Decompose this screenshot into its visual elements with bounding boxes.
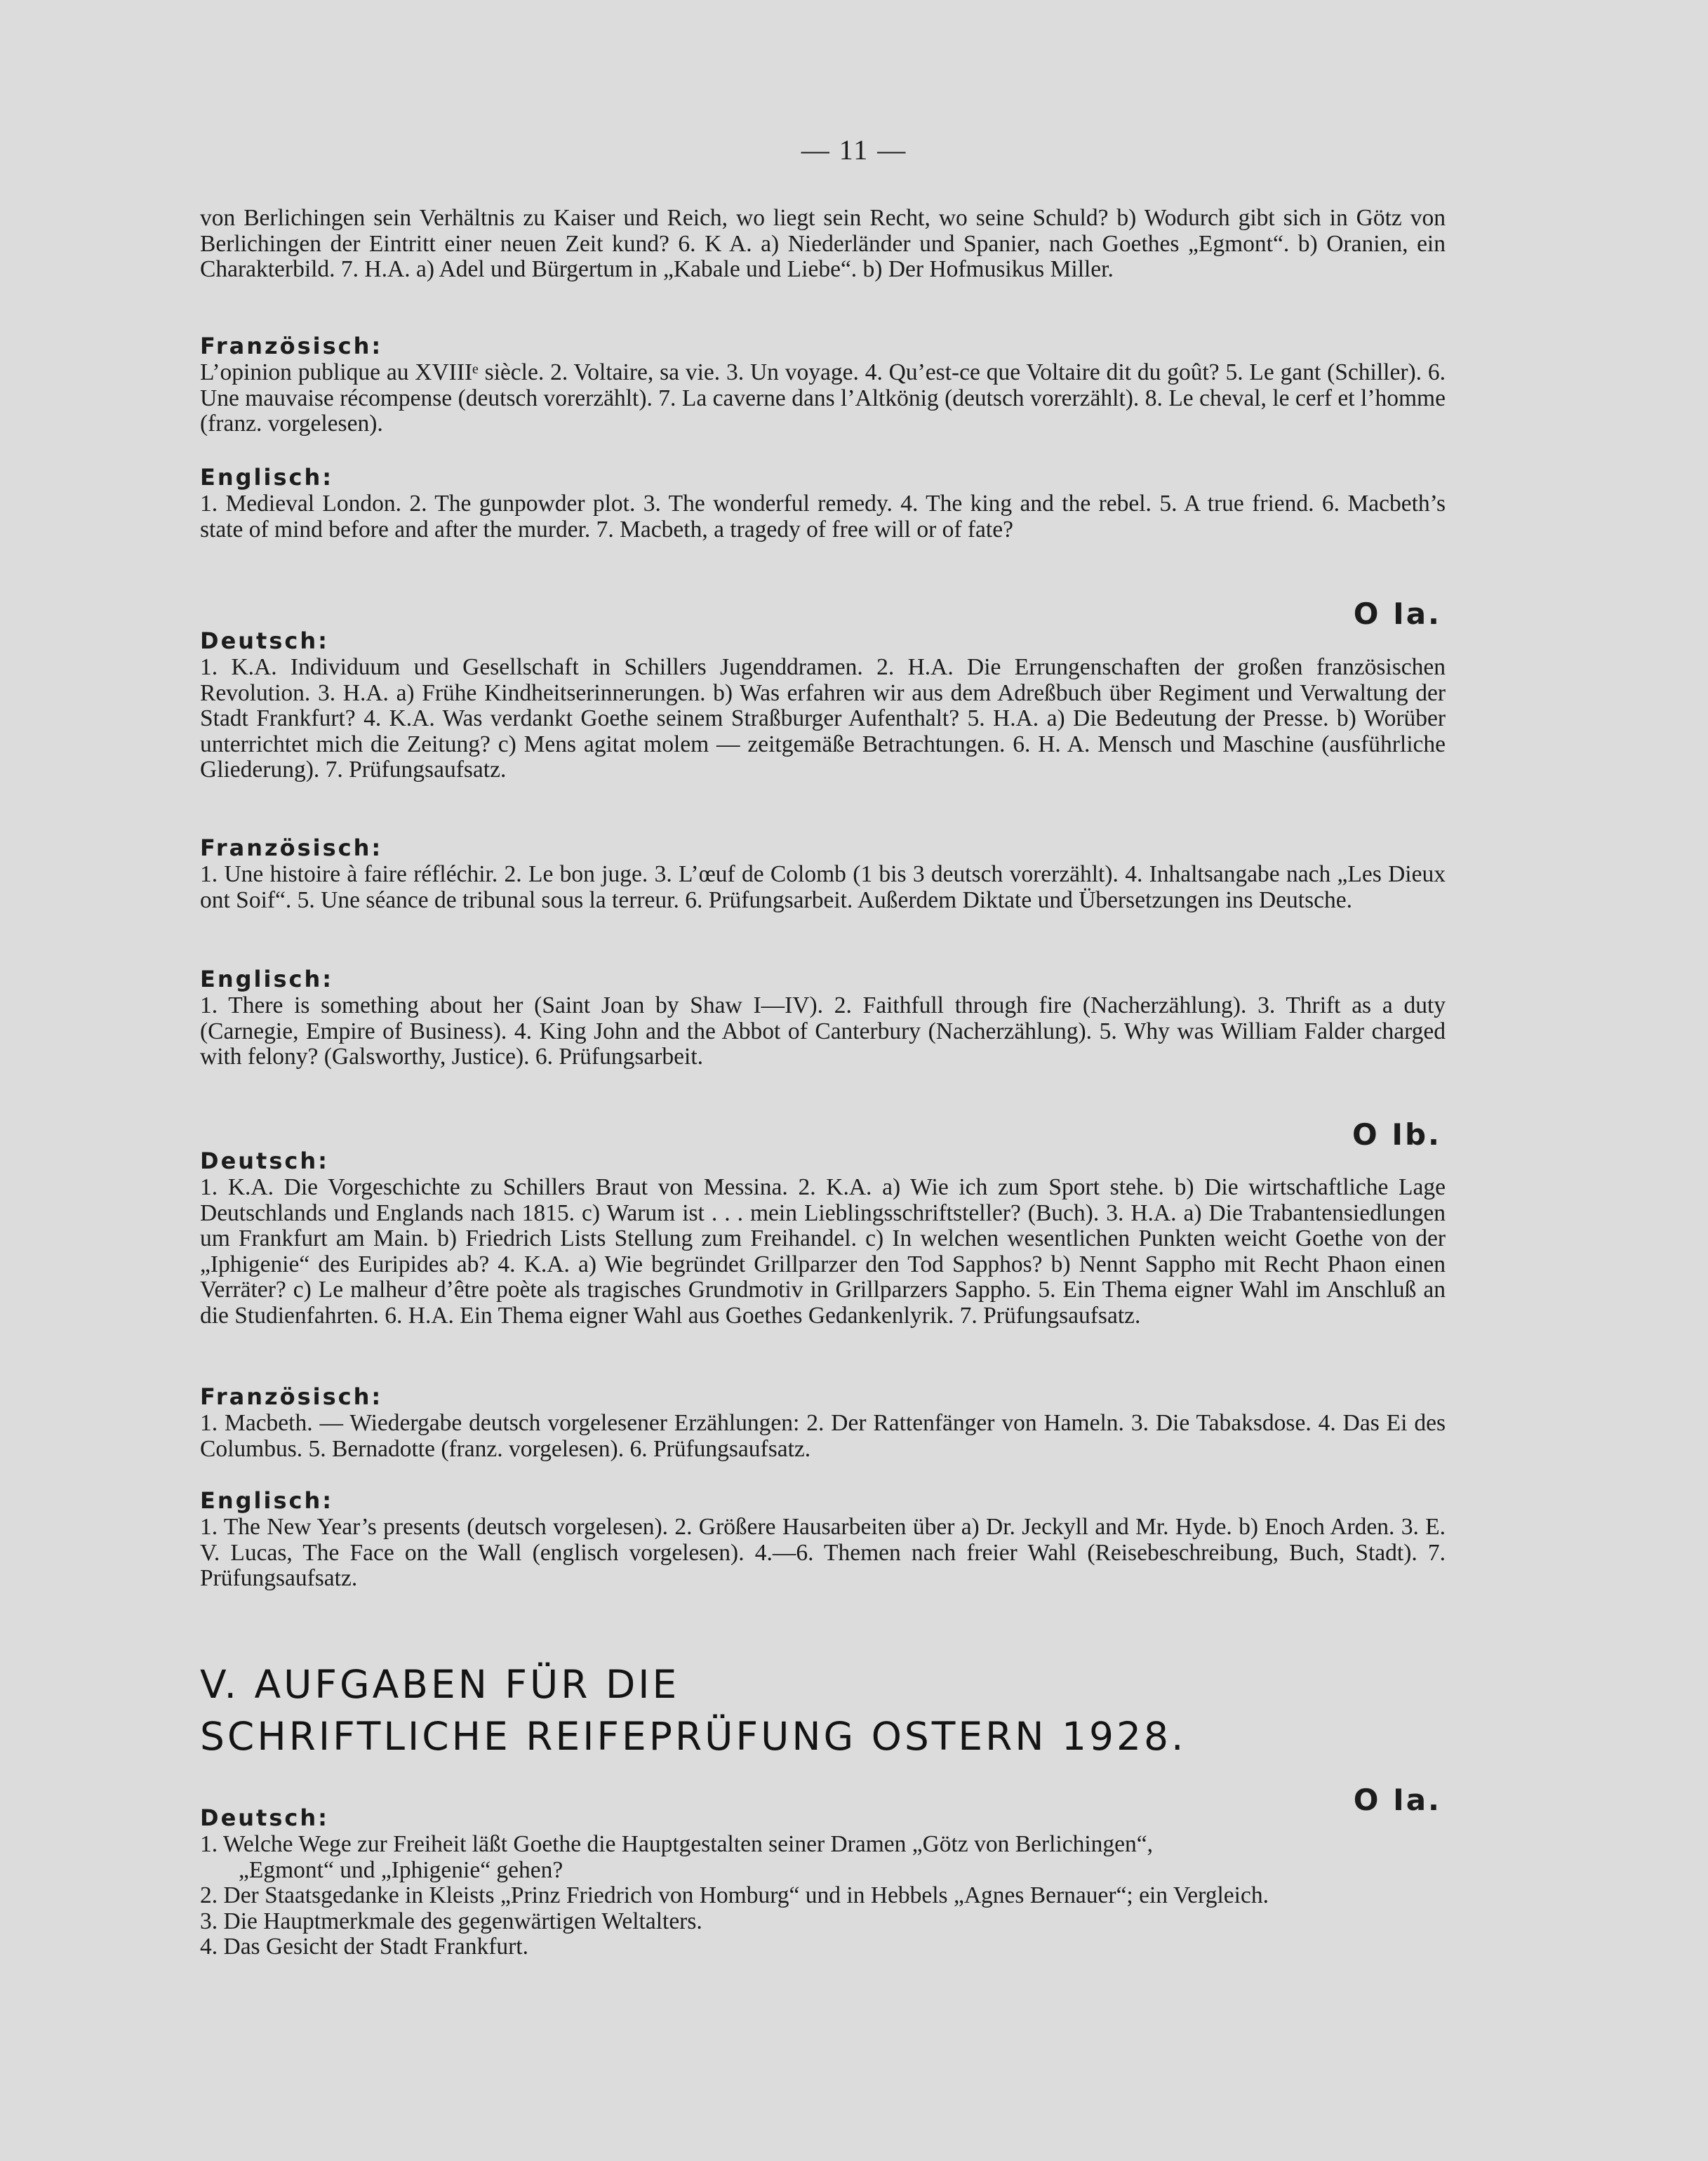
s3-deutsch-heading: Deutsch: [200,1148,329,1174]
s2-engl-text: 1. There is something about her (Saint Joan by Shaw I—IV). 2. Faithfull through fire (Nacherzählung). 3. Thrift as a duty (Carnegie, Empire of Business). 4. King John and the Abbot of Canterbury (Nacherzählung). 5. Why was William Falder charged with felony? (Galsworthy, Justice). 6. Prüfungsarbeit. [200,992,1446,1070]
s1-engl-block [200,463,1446,543]
intro-paragraph: von Berlichingen sein Verhältnis zu Kaiser und Reich, wo liegt sein Recht, wo seine Schuld? b) Wodurch gibt sich in Götz von Berlichingen der Eintritt einer neuen Zeit kund? 6. K A. a) Niederländer und Spanier, nach Goethes „Egmont“. b) Oranien, ein Charakterbild. 7. H.A. a) Adel und Bürgertum in „Kabale und Liebe“. b) Der Hofmusikus Miller. [200,205,1446,282]
section5-deutsch-block [200,1804,1446,1960]
section5-title [200,1658,1533,1762]
s2-deutsch-block [200,627,1446,783]
intro-block [200,206,1446,283]
s3-engl-heading: Englisch: [200,1487,334,1514]
s3-franz-heading: Französisch: [200,1383,383,1410]
section5-item: 1. Welche Wege zur Freiheit läßt Goethe die Hauptgestalten seiner Dramen „Götz von Berlichingen“, [200,1831,1154,1857]
s1-franz-heading: Französisch: [200,333,383,359]
s1-franz-block [200,332,1446,437]
s3-franz-text: 1. Macbeth. — Wiedergabe deutsch vorgelesener Erzählungen: 2. Der Rattenfänger von Hameln. 3. Die Tabaksdose. 4. Das Ei des Columbus. 5. Bernadotte (franz. vorgelesen). 6. Prüfungsaufsatz. [200,1410,1446,1462]
section5-list [200,1832,1446,1960]
class-label-o1a: O Ia. [1353,597,1441,631]
s3-engl-block [200,1487,1446,1592]
s2-franz-block [200,834,1446,913]
section5-deutsch-heading: Deutsch: [200,1804,329,1831]
class-label-o1b: O Ib. [1352,1117,1441,1152]
s2-franz-heading: Französisch: [200,835,383,861]
s3-franz-block [200,1383,1446,1462]
section5-item: 4. Das Gesicht der Stadt Frankfurt. [200,1934,528,1960]
s1-engl-heading: Englisch: [200,464,334,491]
s1-engl-text: 1. Medieval London. 2. The gunpowder plot. 3. The wonderful remedy. 4. The king and the rebel. 5. A true friend. 6. Macbeth’s state of mind before and after the murder. 7. Macbeth, a tragedy of free will or of fate? [200,491,1446,543]
section5-title-line1: V. AUFGABEN FÜR DIE [200,1662,680,1707]
s2-deutsch-heading: Deutsch: [200,627,329,654]
page-number: — 11 — [801,134,907,166]
s2-franz-text: 1. Une histoire à faire réfléchir. 2. Le bon juge. 3. L’œuf de Colomb (1 bis 3 deutsch vorerzählt). 4. Inhaltsangabe nach „Les Dieux ont Soif“. 5. Une séance de tribunal sous la terreur. 6. Prüfungsarbeit. Außerdem Diktate und Übersetzungen ins Deutsche. [200,861,1446,913]
s3-deutsch-block [200,1147,1446,1329]
section5-item: „Egmont“ und „Iphigenie“ gehen? [239,1856,563,1883]
s3-engl-text: 1. The New Year’s presents (deutsch vorgelesen). 2. Größere Hausarbeiten über a) Dr. Jeckyll and Mr. Hyde. b) Enoch Arden. 3. E. V. Lucas, The Face on the Wall (englisch vorgelesen). 4.—6. Themen nach freier Wahl (Reisebeschreibung, Buch, Stadt). 7. Prüfungsaufsatz. [200,1514,1446,1591]
section5-item: 2. Der Staatsgedanke in Kleists „Prinz Friedrich von Homburg“ und in Hebbels „Agnes Bernauer“; ein Vergleich. [200,1882,1269,1908]
section5-title-line2: SCHRIFTLICHE REIFEPRÜFUNG OSTERN 1928. [200,1714,1187,1759]
s1-franz-text: L’opinion publique au XVIIIᵉ siècle. 2. Voltaire, sa vie. 3. Un voyage. 4. Qu’est-ce que Voltaire dit du goût? 5. Le gant (Schiller). 6. Une mauvaise récompense (deutsch vorerzählt). 7. La caverne dans l’Altkönig (deutsch vorerzählt). 8. Le cheval, le cerf et l’homme (franz. vorgelesen). [200,359,1446,437]
s3-deutsch-text: 1. K.A. Die Vorgeschichte zu Schillers Braut von Messina. 2. K.A. a) Wie ich zum Sport stehe. b) Die wirtschaftliche Lage Deutschlands und Englands nach 1815. c) Warum ist . . . mein Lieblingsschriftsteller? (Buch). 3. H.A. a) Die Trabantensiedlungen um Frankfurt am Main. b) Friedrich Lists Stellung zum Freihandel. c) In welchen wesentlichen Punkten weicht Goethe von der „Iphigenie“ des Euripides ab? 4. K.A. a) Wie begründet Grillparzer den Tod Sapphos? b) Nennt Sappho mit Recht Phaon einen Verräter? c) Le malheur d’être poète als tragisches Grundmotiv in Grillparzers Sappho. 5. Ein Thema eigner Wahl im Anschluß an die Studienfahrten. 6. H.A. Ein Thema eigner Wahl aus Goethes Gedankenlyrik. 7. Prüfungsaufsatz. [200,1174,1446,1329]
section5-item: 3. Die Hauptmerkmale des gegenwärtigen Weltalters. [200,1908,702,1934]
s2-engl-block [200,965,1446,1070]
s2-deutsch-text: 1. K.A. Individuum und Gesellschaft in Schillers Jugenddramen. 2. H.A. Die Errungenschaften der großen französischen Revolution. 3. H.A. a) Frühe Kindheitserinnerungen. b) Was erfahren wir aus dem Adreßbuch über Regiment und Verwaltung der Stadt Frankfurt? 4. K.A. Was verdankt Goethe seinem Straßburger Aufenthalt? 5. H.A. a) Die Bedeutung der Presse. b) Worüber unterrichtet mich die Zeitung? c) Mens agitat molem — zeitgemäße Betrachtungen. 6. H. A. Mensch und Maschine (ausführliche Gliederung). 7. Prüfungsaufsatz. [200,654,1446,783]
s2-engl-heading: Englisch: [200,966,334,992]
class-label-section5: O Ia. [1353,1783,1441,1817]
